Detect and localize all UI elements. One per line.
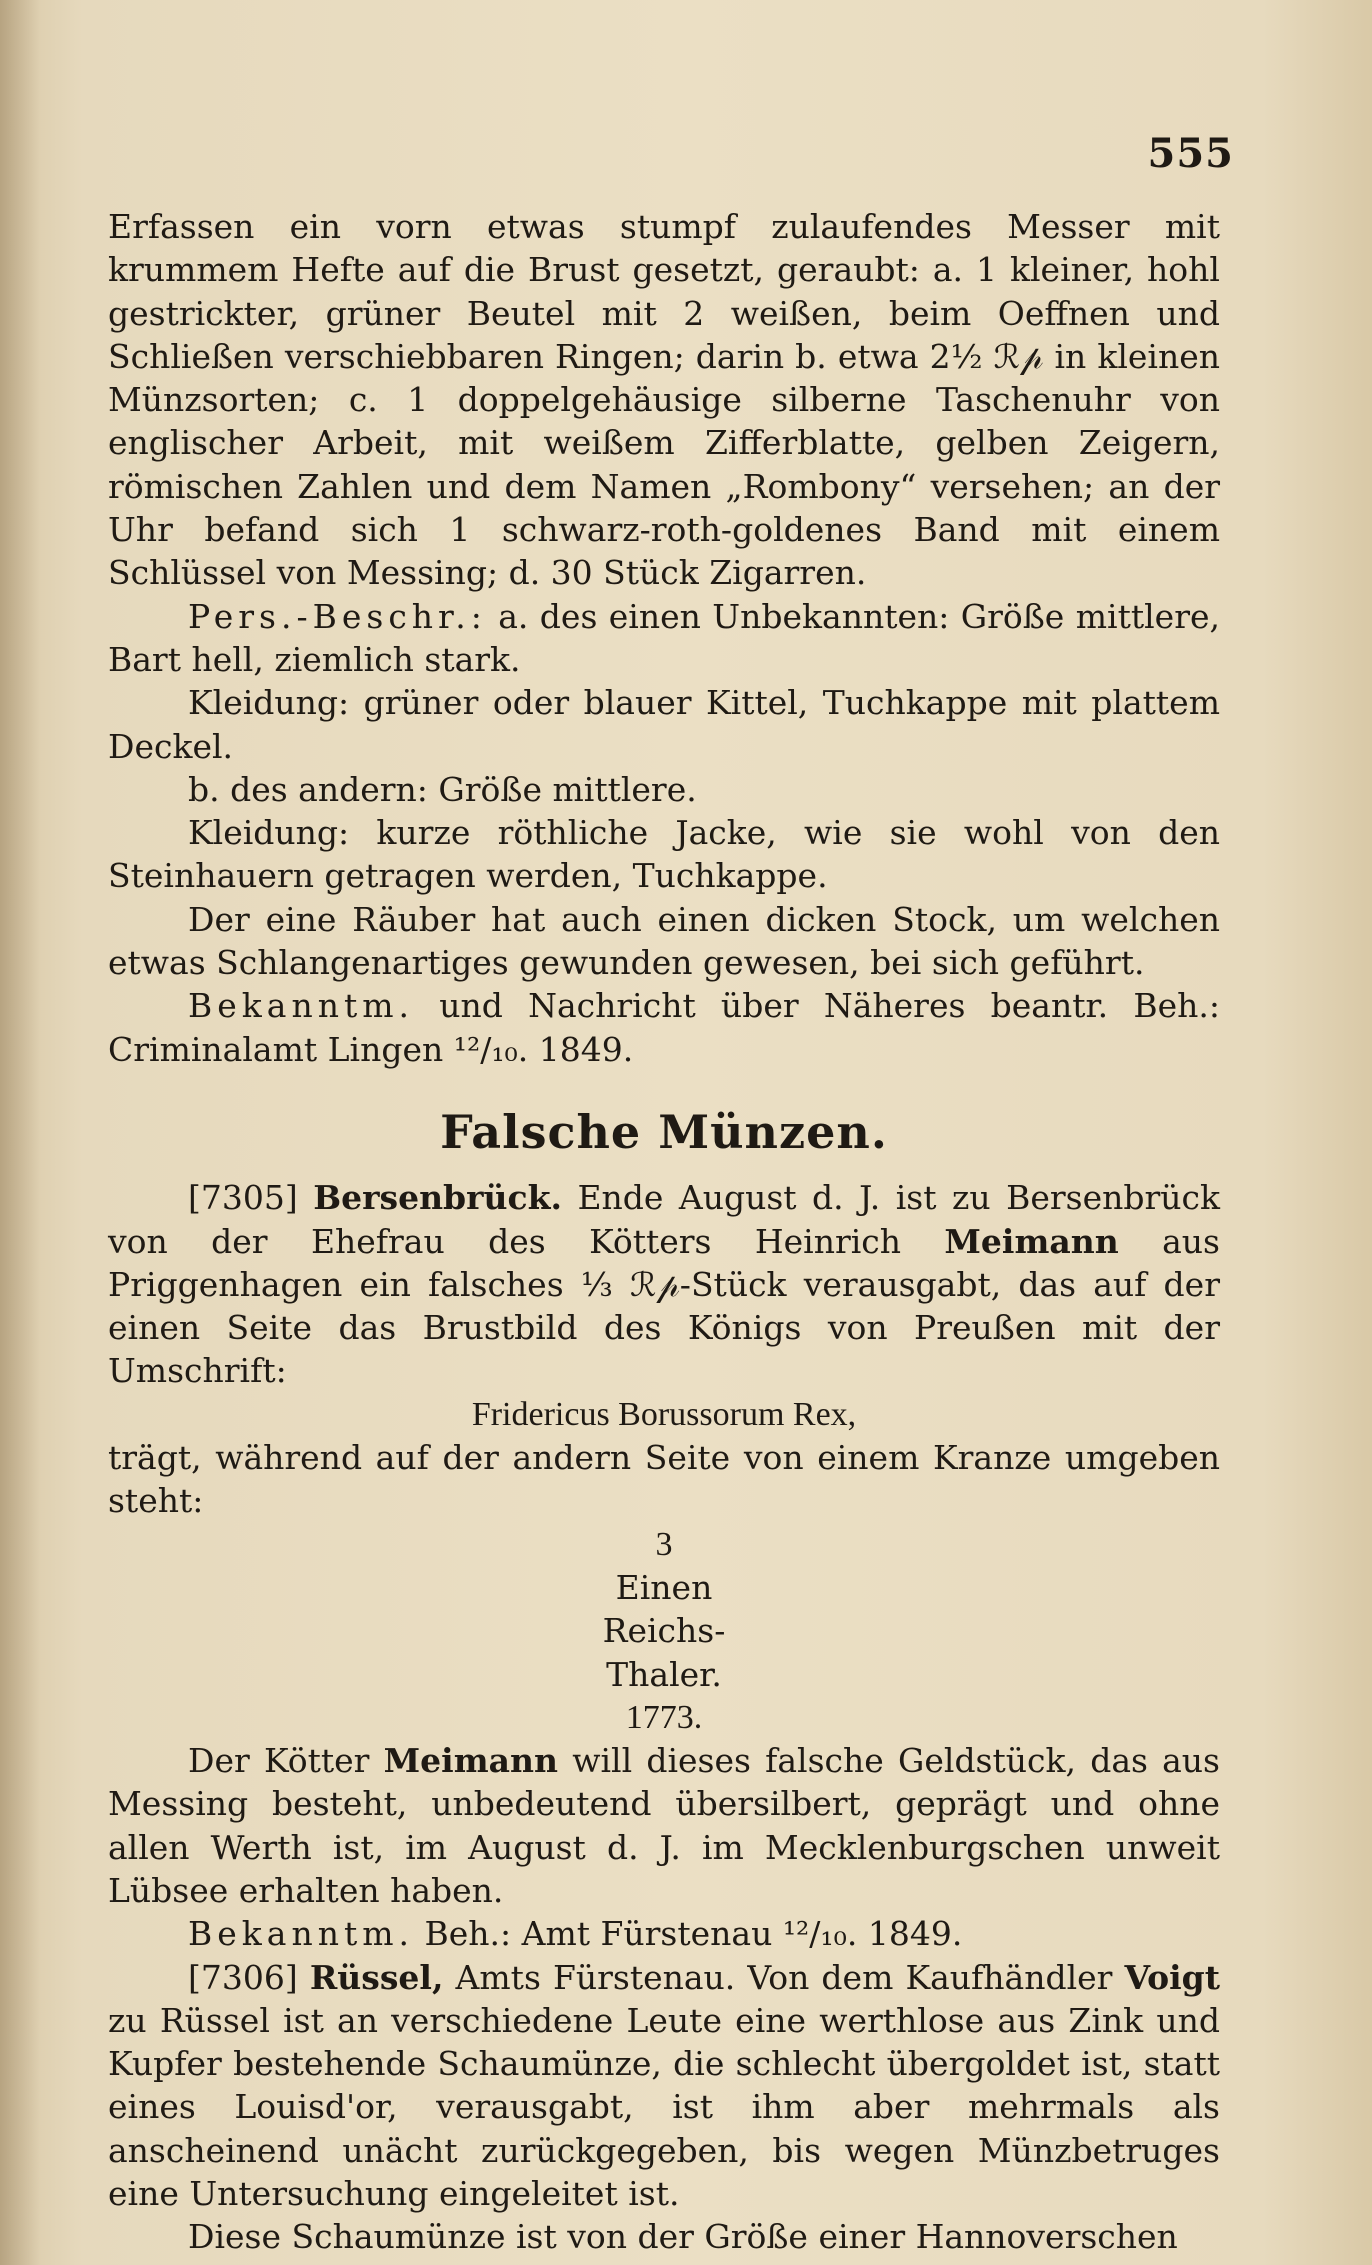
page-number: 555 (1147, 130, 1234, 177)
bekanntm-text: und Nachricht über Näheres beantr. Beh.: Criminalamt Lingen ¹²/₁₀. 1849. (108, 986, 1220, 1069)
page-fold-shadow (0, 0, 40, 2265)
reverse-line-5: 1773. (625, 1698, 703, 1736)
entry-7306 (108, 1956, 1220, 2216)
announcement-1 (108, 984, 1220, 1071)
pers-beschr-text: a. des einen Unbekannten: Größe mittlere, Bart hell, ziemlich stark. (108, 596, 1220, 679)
clothing-second: Kleidung: kurze röthliche Jacke, wie sie wohl von den Steinhauern getragen werden, Tuchkappe. (108, 813, 1220, 896)
reverse-line-1: 3 (655, 1525, 673, 1563)
entry-name-2: Meimann (383, 1741, 558, 1781)
bekanntm-text-2: Beh.: Amt Fürstenau ¹²/₁₀. 1849. (414, 1914, 963, 1954)
entry-text-d1: Der Kötter (188, 1741, 384, 1781)
entry-text-b: aus Priggenhagen ein falsches ⅓ ℛ𝓅-Stück verausgabt, das auf der einen Seite das Brustbild des Königs von Preußen mit der Umschrift: (108, 1221, 1220, 1391)
robber-note: Der eine Räuber hat auch einen dicken Stock, um welchen etwas Schlangenartiges gewunden gewesen, bei sich geführt. (108, 899, 1220, 983)
entry-text-c: trägt, während auf der andern Seite von einem Kranze umgeben steht: (108, 1438, 1220, 1521)
section-heading: Falsche Münzen. (440, 1104, 888, 1159)
last-line: Diese Schaumünze ist von der Größe einer Hannoverschen (188, 2217, 1178, 2257)
second-person: b. des andern: Größe mittlere. (188, 769, 697, 809)
intro-paragraph: Erfassen ein vorn etwas stumpf zulaufendes Messer mit krummem Hefte auf die Brust gesetzt, geraubt: a. 1 kleiner, hohl gestrickter, grüner Beutel mit 2 weißen, beim Oeffnen und Schließen verschiebbaren Ringen; darin b. etwa 2½ ℛ𝓅 in kleinen Münzsorten; c. 1 doppelgehäusige silberne Taschenuhr von englischer Arbeit, mit weißem Zifferblatte, gelben Zeigern, römischen Zahlen und dem Namen „Rombony“ versehen; an der Uhr befand sich 1 schwarz-roth-goldenes Band mit einem Schlüssel von Messing; d. 30 Stück Zigarren. (108, 207, 1220, 593)
bekanntm-label: Bekanntm. (188, 986, 415, 1026)
entry-number: [7305] (188, 1178, 298, 1218)
announcement-2 (108, 1912, 1220, 1955)
reverse-line-2: Einen (615, 1567, 713, 1607)
entry-number-2: [7306] (188, 1957, 298, 1997)
entry-7306-text-a: Amts Fürstenau. Von dem Kaufhändler (443, 1957, 1125, 1997)
reverse-line-4: Thaler. (606, 1654, 722, 1694)
reverse-line-3: Reichs- (602, 1611, 726, 1651)
bekanntm-label-2: Bekanntm. (188, 1914, 415, 1954)
entry-place: Bersenbrück. (313, 1178, 562, 1218)
entry-place-2: Rüssel, (309, 1957, 444, 1997)
entry-7305 (108, 1176, 1220, 1392)
entry-name: Meimann (944, 1221, 1119, 1261)
entry-text-d2: will dieses falsche Geldstück, das aus Messing besteht, unbedeutend übersilbert, geprägt und ohne allen Werth ist, im August d. J. im Mecklenburgschen unweit Lübsee erhalten haben. (108, 1741, 1220, 1910)
page-body (108, 205, 1220, 2259)
person-description (108, 595, 1220, 682)
pers-beschr-label: Pers.-Beschr.: (188, 596, 487, 636)
entry-text-a: Ende August d. J. ist zu Bersenbrück von der Ehefrau des Kötters Heinrich (108, 1178, 1220, 1261)
entry-7306-text-b: zu Rüssel ist an verschiedene Leute eine werthlose aus Zink und Kupfer bestehende Schaumünze, die schlecht übergoldet ist, statt eines Louisd'or, verausgabt, ist ihm aber mehrmals als anscheinend unächt zurückgegeben, bis wegen Münzbetruges eine Untersuchung eingeleitet ist. (108, 2000, 1220, 2214)
entry-7305-statement (108, 1739, 1220, 1912)
coin-inscription: Fridericus Borussorum Rex, (471, 1395, 857, 1433)
clothing-first: Kleidung: grüner oder blauer Kittel, Tuchkappe mit plattem Deckel. (108, 683, 1220, 766)
entry-name-3: Voigt (1124, 1957, 1220, 1997)
